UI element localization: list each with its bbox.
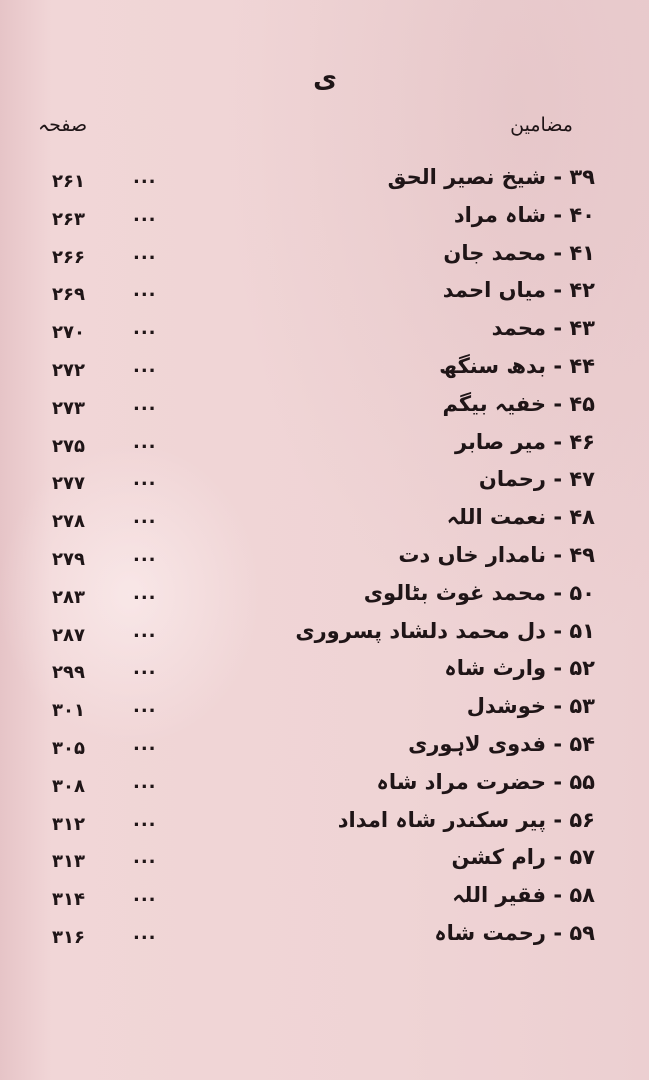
toc-row [0, 770, 649, 808]
toc-entry-title: ۵۶ - پیر سکندر شاہ امداد [337, 808, 595, 832]
toc-row [0, 808, 649, 846]
toc-page-number: ۲۷۵ [52, 436, 85, 457]
toc-row [0, 543, 649, 581]
toc-page-number: ۲۷۲ [52, 360, 85, 381]
toc-leader-dots: ... [133, 583, 157, 604]
toc-leader-dots: ... [133, 545, 157, 566]
toc-row [0, 581, 649, 619]
toc-page-number: ۳۰۵ [52, 738, 85, 759]
toc-page-number: ۲۶۹ [52, 284, 85, 305]
toc-leader-dots: ... [133, 923, 157, 944]
toc-entry-title: ۴۰ - شاہ مراد [453, 203, 595, 227]
page-letter: ی [313, 64, 337, 94]
toc-page-number: ۳۱۴ [52, 889, 85, 910]
toc-entry-title: ۵۲ - وارث شاہ [444, 656, 595, 680]
toc-leader-dots: ... [133, 696, 157, 717]
toc-entry-title: ۴۶ - میر صابر [454, 430, 595, 454]
toc-entry-title: ۵۰ - محمد غوث بٹالوی [363, 581, 595, 605]
toc-entry-title: ۵۸ - فقیر اللہ [452, 883, 595, 907]
toc-entry-title: ۴۸ - نعمت اللہ [446, 505, 595, 529]
toc-page-number: ۲۹۹ [52, 662, 85, 683]
toc-leader-dots: ... [133, 356, 157, 377]
toc-page-number: ۲۷۸ [52, 511, 85, 532]
toc-entry-title: ۵۹ - رحمت شاہ [434, 921, 595, 945]
toc-leader-dots: ... [133, 243, 157, 264]
toc-leader-dots: ... [133, 205, 157, 226]
toc-leader-dots: ... [133, 318, 157, 339]
toc-row [0, 203, 649, 241]
toc-leader-dots: ... [133, 167, 157, 188]
toc-row [0, 392, 649, 430]
toc-leader-dots: ... [133, 810, 157, 831]
toc-entry-title: ۴۲ - میاں احمد [442, 278, 595, 302]
toc-page-number: ۳۱۶ [52, 927, 85, 948]
toc-page-number: ۲۶۶ [52, 247, 85, 268]
toc-page-number: ۲۷۷ [52, 473, 85, 494]
toc-page-number: ۲۸۳ [52, 587, 85, 608]
toc-leader-dots: ... [133, 507, 157, 528]
toc-row [0, 845, 649, 883]
toc-entry-title: ۴۷ - رحمان [478, 467, 595, 491]
toc-entry-title: ۵۱ - دل محمد دلشاد پسروری [295, 619, 595, 643]
toc-leader-dots: ... [133, 734, 157, 755]
toc-entry-title: ۵۳ - خوشدل [466, 694, 595, 718]
toc-leader-dots: ... [133, 394, 157, 415]
toc-page-number: ۳۰۸ [52, 776, 85, 797]
toc-leader-dots: ... [133, 469, 157, 490]
toc-leader-dots: ... [133, 658, 157, 679]
toc-row [0, 467, 649, 505]
toc-page-number: ۲۶۳ [52, 209, 85, 230]
toc-row [0, 430, 649, 468]
toc-entry-title: ۴۳ - محمد [491, 316, 595, 340]
toc-page-number: ۲۷۰ [52, 322, 85, 343]
toc-page-number: ۲۸۷ [52, 625, 85, 646]
toc-row [0, 883, 649, 921]
toc-row [0, 241, 649, 279]
toc-entry-title: ۴۱ - محمد جان [443, 241, 595, 265]
toc-entry-title: ۳۹ - شیخ نصیر الحق [387, 165, 595, 189]
toc-leader-dots: ... [133, 432, 157, 453]
toc-row [0, 505, 649, 543]
toc-row [0, 619, 649, 657]
toc-row [0, 354, 649, 392]
toc-row [0, 278, 649, 316]
toc-row [0, 921, 649, 959]
toc-leader-dots: ... [133, 621, 157, 642]
toc-row [0, 316, 649, 354]
toc-leader-dots: ... [133, 280, 157, 301]
toc-row [0, 732, 649, 770]
toc-page-number: ۳۱۲ [52, 814, 85, 835]
toc-row [0, 694, 649, 732]
contents-header: مضامین [510, 114, 573, 136]
page-number-header: صفحہ [38, 114, 88, 136]
toc-page-number: ۲۶۱ [52, 171, 85, 192]
toc-entry-title: ۴۵ - خفیہ بیگم [442, 392, 595, 416]
toc-page-number: ۲۷۹ [52, 549, 85, 570]
toc-row [0, 656, 649, 694]
toc-page-number: ۳۱۳ [52, 851, 85, 872]
toc-leader-dots: ... [133, 772, 157, 793]
toc-leader-dots: ... [133, 847, 157, 868]
toc-entry-title: ۴۹ - نامدار خاں دت [398, 543, 595, 567]
toc-page-number: ۲۷۳ [52, 398, 85, 419]
toc-entry-title: ۴۴ - بدھ سنگھ [439, 354, 595, 378]
toc-leader-dots: ... [133, 885, 157, 906]
toc-entry-title: ۵۵ - حضرت مراد شاہ [376, 770, 595, 794]
toc-entry-title: ۵۷ - رام کشن [451, 845, 595, 869]
toc-row [0, 165, 649, 203]
toc-entry-title: ۵۴ - فدوی لاہوری [408, 732, 595, 756]
toc-page-number: ۳۰۱ [52, 700, 85, 721]
